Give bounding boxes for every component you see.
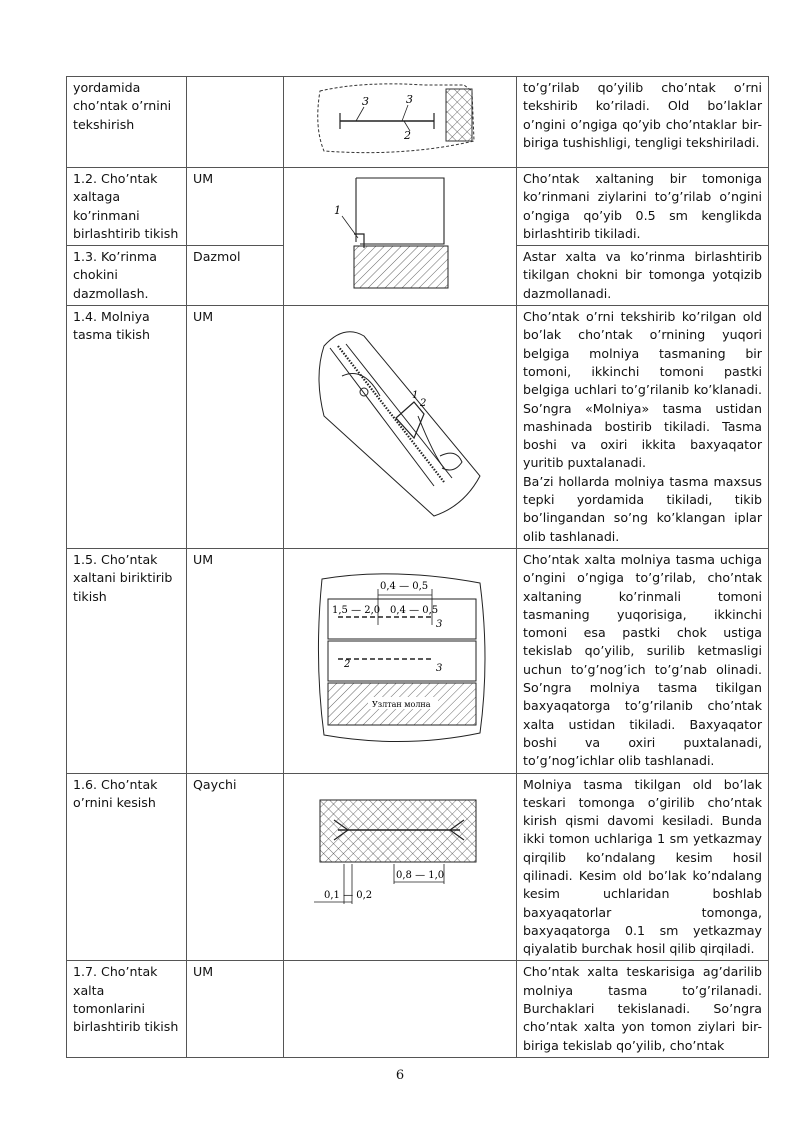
equipment-cell: Qaychi <box>187 773 284 961</box>
figure-cell <box>284 168 517 306</box>
page-number: 6 <box>395 1068 405 1083</box>
table-row <box>67 168 769 246</box>
equipment-cell: UM <box>187 306 284 549</box>
description-cell <box>517 306 769 549</box>
figure-label: 2 <box>344 658 351 670</box>
figure-cell <box>284 548 517 773</box>
zipper-sewing-figure <box>284 306 517 542</box>
operation-cell: 1.4. Molniya tasma tikish <box>67 306 187 549</box>
process-table <box>66 76 769 1058</box>
figure-label: 3 <box>436 618 443 630</box>
figure-label: 1,5 — 2,0 <box>332 604 381 616</box>
figure-label: 2 <box>420 398 427 410</box>
pocket-cut-figure <box>284 774 517 954</box>
operation-cell: 1.6. Cho’ntak o’rnini kesish <box>67 773 187 961</box>
operation-cell: 1.3. Ko’rinma chokini dazmollash. <box>67 246 187 306</box>
description-cell: Astar xalta va ko’rinma birlashtirib tikilgan chokni bir tomonga yotqizib dazmollanadi. <box>517 246 769 306</box>
figure-label: 2 <box>404 129 411 142</box>
facing-attach-figure <box>284 168 517 294</box>
equipment-cell <box>187 77 284 168</box>
operation-cell: 1.7. Cho’ntak xalta tomonlarini birlashtirib tikish <box>67 961 187 1057</box>
figure-label: 3 <box>362 95 369 108</box>
figure-label: Узлтан молна <box>372 699 431 709</box>
equipment-cell: UM <box>187 961 284 1057</box>
description-text: Ba’zi hollarda molniya tasma maxsus tepki yordamida tikiladi, tikib bo’lingandan so’ng ko’klangan iplar olib tashlanadi. <box>523 473 762 544</box>
figure-cell <box>284 306 517 549</box>
description-cell: Molniya tasma tikilgan old bo’lak teskari tomonga o’girilib cho’ntak kirish qismi davomi kesiladi. Bunda ikki tomon uchlariga 1 sm yetkazmay qirqilib ko’ndalang kesim hosil qilinadi. Kesim old bo’lak ko’ndalang kesim uchlaridan boshlab baxyaqatorlar tomonga, baxyaqatorga 0.1 sm yetkazmay qiyalatib burchak hosil qilib qirqiladi. <box>517 773 769 961</box>
table-row <box>67 77 769 168</box>
figure-label: 3 <box>436 662 443 674</box>
description-cell: Cho’ntak xalta teskarisiga ag’darilib molniya tasma to’g’rilanadi. Burchaklari tekislanadi. So’ngra cho’ntak xalta yon tomon ziylari bir-biriga tekislab qo’yilib, cho’ntak <box>517 961 769 1057</box>
table-row <box>67 773 769 961</box>
description-text: Cho’ntak o’rni tekshirib ko’rilgan old bo’lak cho’ntak o’rnining yuqori belgiga molniya tasmaning bir tomoni, ikkinchi tomoni pastki belgiga uchlari to’g’rilanib ko’klanadi. So’ngra «Molniya» tasma ustidan mashinada bostirib tikiladi. Tasma boshi va oxiri ikkita baxyaqator yuritib puxtalanadi. <box>523 309 762 471</box>
description-cell: to’g’rilab qo’yilib cho’ntak o’rni tekshirib ko’riladi. Old bo’laklar o’ngini o’ngiga qo’yib cho’ntaklar bir-biriga tushishligi, tengligi tekshiriladi. <box>517 77 769 168</box>
figure-label: 3 <box>406 93 413 106</box>
figure-cell <box>284 961 517 1057</box>
equipment-cell: UM <box>187 548 284 773</box>
operation-cell: 1.5. Cho’ntak xaltani biriktirib tikish <box>67 548 187 773</box>
figure-label: 0,4 — 0,5 <box>390 604 439 616</box>
equipment-cell: UM <box>187 168 284 246</box>
pocket-bag-attach-figure <box>284 549 517 769</box>
description-cell: Cho’ntak xaltaning bir tomoniga ko’rinmani ziylarini to’g’rilab o’ngini o’ngiga qo’yib 0.5 sm kenglikda birlashtirib tikiladi. <box>517 168 769 246</box>
figure-cell <box>284 773 517 961</box>
table-row <box>67 306 769 549</box>
pocket-check-figure <box>284 77 517 165</box>
figure-label: 0,4 — 0,5 <box>380 580 429 592</box>
description-cell: Cho’ntak xalta molniya tasma uchiga o’ngini o’ngiga to’g’rilab, cho’ntak xaltaning ko’rinmali tomoni tasmaning yuqorisiga, ikkinchi tomoni esa pastki chok ustiga tekislab qo’yilib, surilib ketmasligi uchun to’g’nog’ich to’g’nab olinadi. So’ngra molniya tasma tikilgan baxyaqatorga to’g’rilanib cho’ntak xalta ustidan tikiladi. Baxyaqator boshi va oxiri puxtalanadi, to’g’nog’ichlar olib tashlanadi. <box>517 548 769 773</box>
equipment-cell: Dazmol <box>187 246 284 306</box>
operation-cell: yordamida cho’ntak o’rnini tekshirish <box>67 77 187 168</box>
table-row <box>67 961 769 1057</box>
figure-label: 1 <box>334 204 341 217</box>
figure-label: 1 <box>412 390 419 402</box>
figure-cell <box>284 77 517 168</box>
operation-cell: 1.2. Cho’ntak xaltaga ko’rinmani birlashtirib tikish <box>67 168 187 246</box>
figure-label: 0,1 — 0,2 <box>324 889 373 901</box>
table-row <box>67 548 769 773</box>
figure-label: 0,8 — 1,0 <box>396 869 445 881</box>
